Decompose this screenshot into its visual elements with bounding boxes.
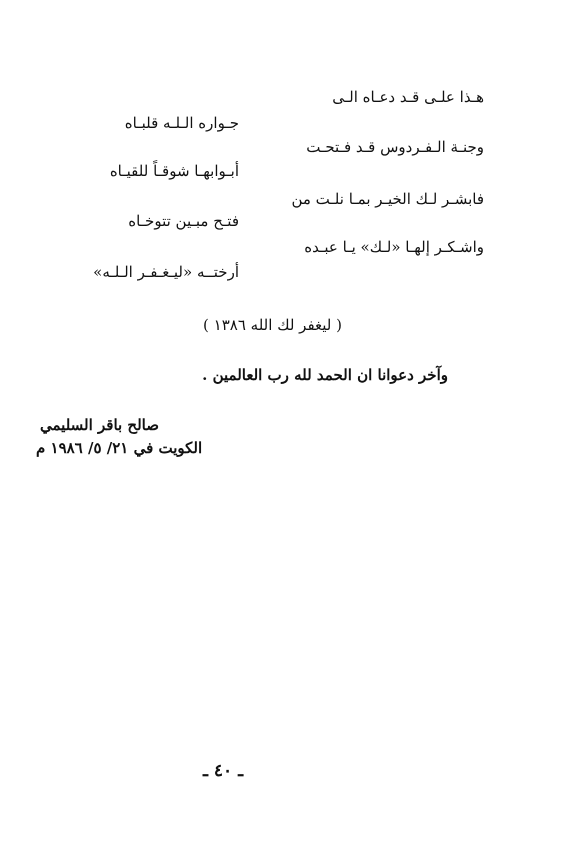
verse-4-second-hemistich: أرختــه «ليـغـفـر الـلـه» bbox=[93, 263, 239, 281]
verse-2-second-hemistich: أبـوابهـا شوقـاً للقيـاه bbox=[109, 162, 239, 180]
verse-2-first-hemistich: وجنـة الـفـردوس قـد فـتحـت bbox=[306, 138, 484, 156]
verse-1-first-hemistich: هـذا علـى قـد دعـاه الـى bbox=[332, 88, 484, 106]
signature-place-date: الكويت في ٢١/ ٥/ ١٩٨٦ م bbox=[36, 439, 203, 457]
verse-3-second-hemistich: فتـح مبـين تتوخـاه bbox=[128, 212, 239, 230]
chronogram-line: ( ليغفر لك الله ١٣٨٦ ) bbox=[203, 316, 342, 334]
verse-3-first-hemistich: فابشـر لـك الخيـر بمـا نلـت من bbox=[291, 190, 484, 208]
author-signature: صالح باقر السليمي bbox=[40, 416, 159, 434]
verse-4-first-hemistich: واشـكـر إلهـا «لـك» يـا عبـده bbox=[304, 238, 484, 256]
page-number: ـ ٤٠ ـ bbox=[203, 761, 244, 781]
closing-prayer: وآخر دعوانا ان الحمد لله رب العالمين . bbox=[202, 366, 448, 384]
verse-1-second-hemistich: جـواره الـلـه قلبـاه bbox=[124, 114, 239, 132]
